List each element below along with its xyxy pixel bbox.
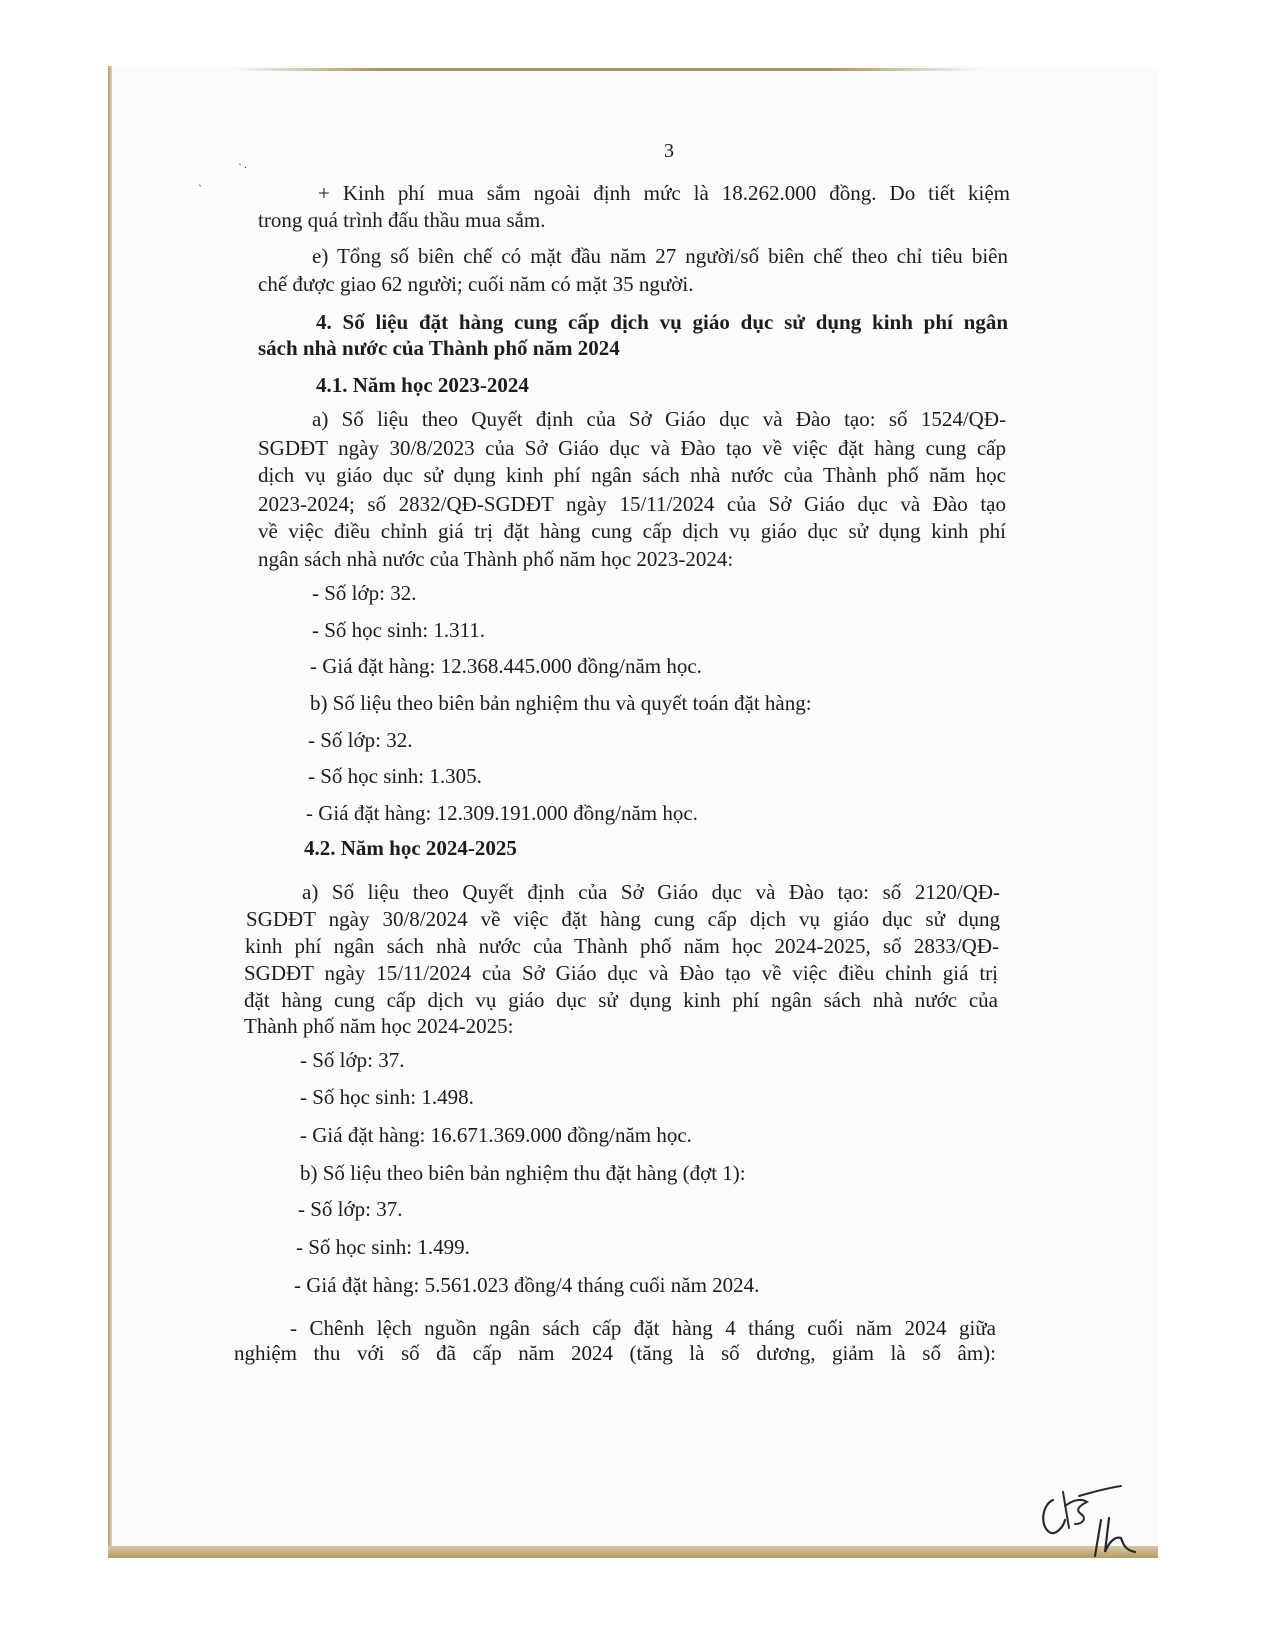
text-line: nghiệm thu với số đã cấp năm 2024 (tăng là số dương, giảm là số âm): xyxy=(234,1341,996,1365)
text-line: a) Số liệu theo Quyết định của Sở Giáo dục và Đào tạo: số 2120/QĐ- xyxy=(302,880,1000,904)
text-line: SGDĐT ngày 15/11/2024 của Sở Giáo dục và Đào tạo về việc điều chỉnh giá trị xyxy=(244,961,998,985)
list-item: - Số lớp: 37. xyxy=(298,1197,403,1221)
list-item: - Giá đặt hàng: 16.671.369.000 đồng/năm học. xyxy=(300,1123,692,1147)
text-line: về việc điều chỉnh giá trị đặt hàng cung cấp dịch vụ giáo dục sử dụng kinh phí xyxy=(258,519,1006,543)
list-item: - Số lớp: 32. xyxy=(308,728,413,752)
text-line: đặt hàng cung cấp dịch vụ giáo dục sử dụng kinh phí ngân sách nhà nước của xyxy=(244,988,998,1012)
text-line: a) Số liệu theo Quyết định của Sở Giáo dục và Đào tạo: số 1524/QĐ- xyxy=(312,407,1006,431)
list-item: - Số học sinh: 1.498. xyxy=(300,1085,474,1109)
list-item: - Giá đặt hàng: 12.368.445.000 đồng/năm học. xyxy=(310,654,702,678)
list-item: - Giá đặt hàng: 5.561.023 đồng/4 tháng cuối năm 2024. xyxy=(294,1273,760,1297)
text-line: kinh phí ngân sách nhà nước của Thành phố năm học 2024-2025, số 2833/QĐ- xyxy=(245,934,999,958)
text-line: SGDĐT ngày 30/8/2024 về việc đặt hàng cung cấp dịch vụ giáo dục sử dụng xyxy=(246,907,1000,931)
list-item: - Số học sinh: 1.499. xyxy=(296,1235,470,1259)
page-number: 3 xyxy=(664,140,674,162)
paper-edge-bottom xyxy=(108,1546,1158,1558)
text-line: dịch vụ giáo dục sử dụng kinh phí ngân sách nhà nước của Thành phố năm học xyxy=(258,463,1006,487)
subsection-heading: 4.2. Năm học 2024-2025 xyxy=(304,836,517,860)
list-item: - Giá đặt hàng: 12.309.191.000 đồng/năm học. xyxy=(306,801,698,825)
text-line: e) Tổng số biên chế có mặt đầu năm 27 người/số biên chế theo chỉ tiêu biên xyxy=(312,244,1008,268)
margin-mark: ·. xyxy=(238,157,249,171)
list-item: - Số học sinh: 1.305. xyxy=(308,764,482,788)
text-line: ngân sách nhà nước của Thành phố năm học 2023-2024: xyxy=(258,547,734,571)
handwritten-initials xyxy=(1035,1480,1145,1560)
paper-edge-left xyxy=(108,66,112,1558)
list-item: - Số học sinh: 1.311. xyxy=(312,618,486,642)
text-line: b) Số liệu theo biên bản nghiệm thu và quyết toán đặt hàng: xyxy=(310,691,812,715)
text-line: SGDĐT ngày 30/8/2023 của Sở Giáo dục và Đào tạo về việc đặt hàng cung cấp xyxy=(258,436,1006,460)
text-line: trong quá trình đấu thầu mua sắm. xyxy=(258,208,546,232)
text-line: 2023-2024; số 2832/QĐ-SGDĐT ngày 15/11/2024 của Sở Giáo dục và Đào tạo xyxy=(258,492,1006,516)
text-line: Thành phố năm học 2024-2025: xyxy=(244,1014,514,1038)
section-heading: sách nhà nước của Thành phố năm 2024 xyxy=(258,336,620,360)
text-line: b) Số liệu theo biên bản nghiệm thu đặt hàng (đợt 1): xyxy=(300,1161,746,1185)
text-line: - Chênh lệch nguồn ngân sách cấp đặt hàng 4 tháng cuối năm 2024 giữa xyxy=(290,1316,996,1340)
section-heading: 4. Số liệu đặt hàng cung cấp dịch vụ giáo dục sử dụng kinh phí ngân xyxy=(316,310,1008,334)
text-line: chế được giao 62 người; cuối năm có mặt 35 người. xyxy=(258,272,694,296)
subsection-heading: 4.1. Năm học 2023-2024 xyxy=(316,373,529,397)
list-item: - Số lớp: 32. xyxy=(312,581,417,605)
margin-mark: ` xyxy=(198,182,202,196)
list-item: - Số lớp: 37. xyxy=(300,1048,405,1072)
paper-edge-top xyxy=(230,68,980,71)
text-line: + Kinh phí mua sắm ngoài định mức là 18.262.000 đồng. Do tiết kiệm xyxy=(318,181,1010,205)
